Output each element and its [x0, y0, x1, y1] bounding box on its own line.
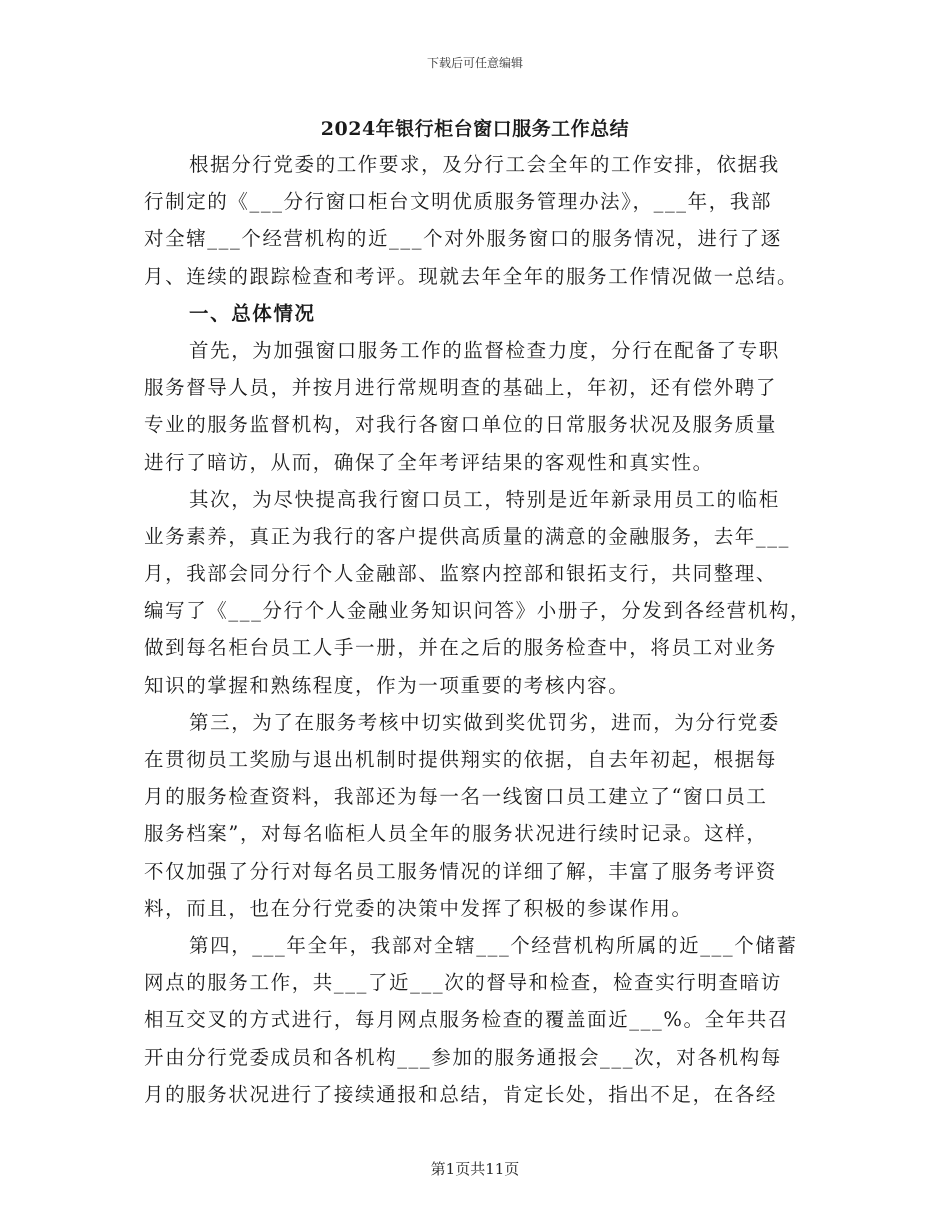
text-line: 第四，___年全年，我部对全辖___个经营机构所属的近___个储蓄 — [189, 933, 798, 957]
text-line: 根据分行党委的工作要求，及分行工会全年的工作安排，依据我 — [189, 153, 780, 176]
text-line: 对全辖___个经营机构的近___个对外服务窗口的服务情况，进行了逐 — [144, 227, 782, 251]
text-line: 开由分行党委成员和各机构___参加的服务通报会___次，对各机构每 — [144, 1045, 782, 1069]
text-line: 知识的掌握和熟练程度，作为一项重要的考核内容。 — [144, 673, 630, 697]
text-line: 网点的服务工作，共___了近___次的督导和检查，检查实行明查暗访 — [144, 971, 782, 995]
document-title: 2024年银行柜台窗口服务工作总结 — [320, 118, 630, 140]
text-line: 专业的服务监督机构，对我行各窗口单位的日常服务状况及服务质量 — [144, 413, 778, 437]
text-line: 不仅加强了分行对每名员工服务情况的详细了解，丰富了服务考评资 — [144, 859, 778, 883]
page-footer: 第1页共11页 — [430, 1160, 520, 1178]
text-line: 业务素养，真正为我行的客户提供高质量的满意的金融服务，去年___ — [144, 524, 790, 548]
text-line: 进行了暗访，从而，确保了全年考评结果的客观性和真实性。 — [144, 450, 714, 474]
document-body — [144, 146, 820, 1113]
text-line: 服务督导人员，并按月进行常规明查的基础上，年初，还有偿外聘了 — [144, 376, 778, 400]
text-line: 月，我部会同分行个人金融部、监察内控部和银拓支行，共同整理、 — [144, 562, 778, 586]
text-line: 月的服务检查资料，我部还为每一名一线窗口员工建立了“窗口员工 — [144, 785, 768, 809]
text-line: 在贯彻员工奖励与退出机制时提供翔实的依据，自去年初起，根据每 — [144, 748, 778, 771]
text-line: 服务档案”，对每名临柜人员全年的服务状况进行续时记录。这样， — [144, 822, 768, 846]
text-line: 首先，为加强窗口服务工作的监督检查力度，分行在配备了专职 — [189, 338, 780, 362]
text-line: 做到每名柜台员工人手一册，并在之后的服务检查中，将员工对业务 — [144, 636, 778, 660]
text-line: 相互交叉的方式进行，每月网点服务检查的覆盖面近___%。全年共召 — [144, 1008, 789, 1032]
text-line: 编写了《___分行个人金融业务知识问答》小册子，分发到各经营机构， — [144, 599, 812, 623]
section-heading: 一、总体情况 — [189, 301, 316, 325]
text-line: 月、连续的跟踪检查和考评。现就去年全年的服务工作情况做一总结。 — [144, 264, 799, 288]
text-line: 其次，为尽快提高我行窗口员工，特别是近年新录用员工的临柜 — [189, 487, 780, 511]
text-line: 行制定的《___分行窗口柜台文明优质服务管理办法》，___年，我部 — [144, 190, 773, 214]
text-line: 第三，为了在服务考核中切实做到奖优罚劣，进而，为分行党委 — [189, 710, 780, 734]
page-header: 下载后可任意编辑 — [426, 56, 523, 70]
text-line: 月的服务状况进行了接续通报和总结，肯定长处，指出不足，在各经 — [144, 1082, 778, 1106]
text-line: 料，而且，也在分行党委的决策中发挥了积极的参谋作用。 — [144, 896, 693, 920]
